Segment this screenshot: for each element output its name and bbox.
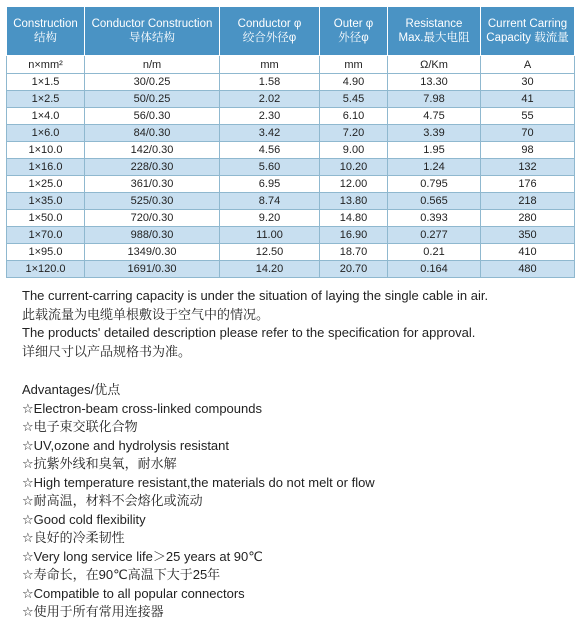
advantage-item: ☆Good cold flexibility <box>22 511 146 527</box>
table-cell: 18.70 <box>320 244 388 261</box>
note-line: The products' detailed description please refer to the specification for approval. <box>22 325 476 340</box>
table-cell: 9.20 <box>220 210 320 227</box>
advantage-item: ☆良好的冷柔韧性 <box>22 530 125 545</box>
advantages-list <box>22 381 577 622</box>
table-cell: 988/0.30 <box>85 227 220 244</box>
table-cell: 9.00 <box>320 142 388 159</box>
table-cell: 5.60 <box>220 159 320 176</box>
unit-cell: mm <box>220 56 320 74</box>
notes <box>22 287 577 361</box>
table-cell: 0.393 <box>388 210 481 227</box>
advantage-item: ☆Very long service life＞25 years at 90℃ <box>22 548 263 564</box>
table-cell: 1×4.0 <box>7 108 85 125</box>
table-cell: 7.98 <box>388 91 481 108</box>
table-cell: 1×120.0 <box>7 261 85 278</box>
table-cell: 0.277 <box>388 227 481 244</box>
header-resistance: Resistance Max.最大电阻 <box>388 7 481 56</box>
table-cell: 6.95 <box>220 176 320 193</box>
table-cell: 16.90 <box>320 227 388 244</box>
table-cell: 1691/0.30 <box>85 261 220 278</box>
advantage-item: ☆电子束交联化合物 <box>22 419 138 434</box>
table-cell: 13.30 <box>388 74 481 91</box>
table-row <box>7 176 575 193</box>
unit-cell: n×mm² <box>7 56 85 74</box>
table-cell: 1.95 <box>388 142 481 159</box>
table-cell: 176 <box>481 176 575 193</box>
unit-cell: A <box>481 56 575 74</box>
table-cell: 3.42 <box>220 125 320 142</box>
table-cell: 30/0.25 <box>85 74 220 91</box>
table-cell: 1×95.0 <box>7 244 85 261</box>
table-cell: 0.565 <box>388 193 481 210</box>
table-row <box>7 91 575 108</box>
table-cell: 218 <box>481 193 575 210</box>
table-cell: 13.80 <box>320 193 388 210</box>
table-row <box>7 125 575 142</box>
unit-cell: mm <box>320 56 388 74</box>
table-cell: 1×70.0 <box>7 227 85 244</box>
table-cell: 4.75 <box>388 108 481 125</box>
table-row <box>7 108 575 125</box>
table-cell: 0.795 <box>388 176 481 193</box>
table-cell: 41 <box>481 91 575 108</box>
table-cell: 3.39 <box>388 125 481 142</box>
header-current-capacity: Current Carring Capacity 载流量 <box>481 7 575 56</box>
table-cell: 2.02 <box>220 91 320 108</box>
table-row <box>7 244 575 261</box>
table-cell: 410 <box>481 244 575 261</box>
cable-spec-table <box>6 6 575 278</box>
table-cell: 132 <box>481 159 575 176</box>
table-cell: 8.74 <box>220 193 320 210</box>
table-cell: 228/0.30 <box>85 159 220 176</box>
table-cell: 1×2.5 <box>7 91 85 108</box>
table-cell: 1×6.0 <box>7 125 85 142</box>
table-cell: 720/0.30 <box>85 210 220 227</box>
table-cell: 4.90 <box>320 74 388 91</box>
table-cell: 1×1.5 <box>7 74 85 91</box>
table-cell: 1×16.0 <box>7 159 85 176</box>
table-row <box>7 159 575 176</box>
unit-cell: n/m <box>85 56 220 74</box>
table-cell: 4.56 <box>220 142 320 159</box>
table-cell: 2.30 <box>220 108 320 125</box>
unit-cell: Ω/Km <box>388 56 481 74</box>
note-line: 此载流量为电缆单根敷设于空气中的情况。 <box>22 306 270 322</box>
table-row <box>7 193 575 210</box>
table-cell: 14.20 <box>220 261 320 278</box>
table-row <box>7 227 575 244</box>
table-cell: 55 <box>481 108 575 125</box>
header-outer-diameter: Outer φ 外径φ <box>320 7 388 56</box>
table-cell: 1×50.0 <box>7 210 85 227</box>
table-cell: 0.21 <box>388 244 481 261</box>
table-cell: 480 <box>481 261 575 278</box>
table-cell: 1×25.0 <box>7 176 85 193</box>
table-cell: 6.10 <box>320 108 388 125</box>
table-cell: 70 <box>481 125 575 142</box>
table-cell: 50/0.25 <box>85 91 220 108</box>
table-cell: 84/0.30 <box>85 125 220 142</box>
table-cell: 5.45 <box>320 91 388 108</box>
advantage-item: ☆使用于所有常用连接器 <box>22 604 164 619</box>
table-cell: 1349/0.30 <box>85 244 220 261</box>
header-construction: Construction 结构 <box>7 7 85 56</box>
note-line: 详细尺寸以产品规格书为准。 <box>22 343 192 359</box>
table-cell: 30 <box>481 74 575 91</box>
table-cell: 12.00 <box>320 176 388 193</box>
advantage-item: ☆Electron-beam cross-linked compounds <box>22 400 262 416</box>
table-cell: 350 <box>481 227 575 244</box>
note-line: The current-carring capacity is under the situation of laying the single cable in air. <box>22 288 489 303</box>
table-cell: 14.80 <box>320 210 388 227</box>
table-cell: 56/0.30 <box>85 108 220 125</box>
table-body <box>7 74 575 278</box>
table-cell: 11.00 <box>220 227 320 244</box>
table-cell: 1.24 <box>388 159 481 176</box>
table-cell: 1×35.0 <box>7 193 85 210</box>
advantage-item: ☆抗紫外线和臭氧，耐水解 <box>22 456 177 471</box>
advantage-item: ☆耐高温，材料不会熔化或流动 <box>22 493 203 508</box>
advantage-item: ☆寿命长，在90℃高温下大于25年 <box>22 567 221 582</box>
table-row <box>7 261 575 278</box>
table-row <box>7 210 575 227</box>
table-header-row <box>7 7 575 56</box>
table-cell: 20.70 <box>320 261 388 278</box>
table-cell: 1.58 <box>220 74 320 91</box>
table-cell: 98 <box>481 142 575 159</box>
advantage-item: ☆UV,ozone and hydrolysis resistant <box>22 437 230 453</box>
table-cell: 7.20 <box>320 125 388 142</box>
header-conductor-construction: Conductor Construction 导体结构 <box>85 7 220 56</box>
table-cell: 142/0.30 <box>85 142 220 159</box>
table-cell: 361/0.30 <box>85 176 220 193</box>
table-row <box>7 74 575 91</box>
advantages-heading: Advantages/优点 <box>22 382 121 397</box>
advantage-item: ☆High temperature resistant,the materials do not melt or flow <box>22 474 375 490</box>
table-cell: 525/0.30 <box>85 193 220 210</box>
table-cell: 280 <box>481 210 575 227</box>
table-cell: 10.20 <box>320 159 388 176</box>
table-cell: 0.164 <box>388 261 481 278</box>
table-cell: 1×10.0 <box>7 142 85 159</box>
table-row <box>7 142 575 159</box>
table-units-row <box>7 56 575 74</box>
header-conductor-diameter: Conductor φ 绞合外径φ <box>220 7 320 56</box>
table-cell: 12.50 <box>220 244 320 261</box>
advantage-item: ☆Compatible to all popular connectors <box>22 585 245 601</box>
